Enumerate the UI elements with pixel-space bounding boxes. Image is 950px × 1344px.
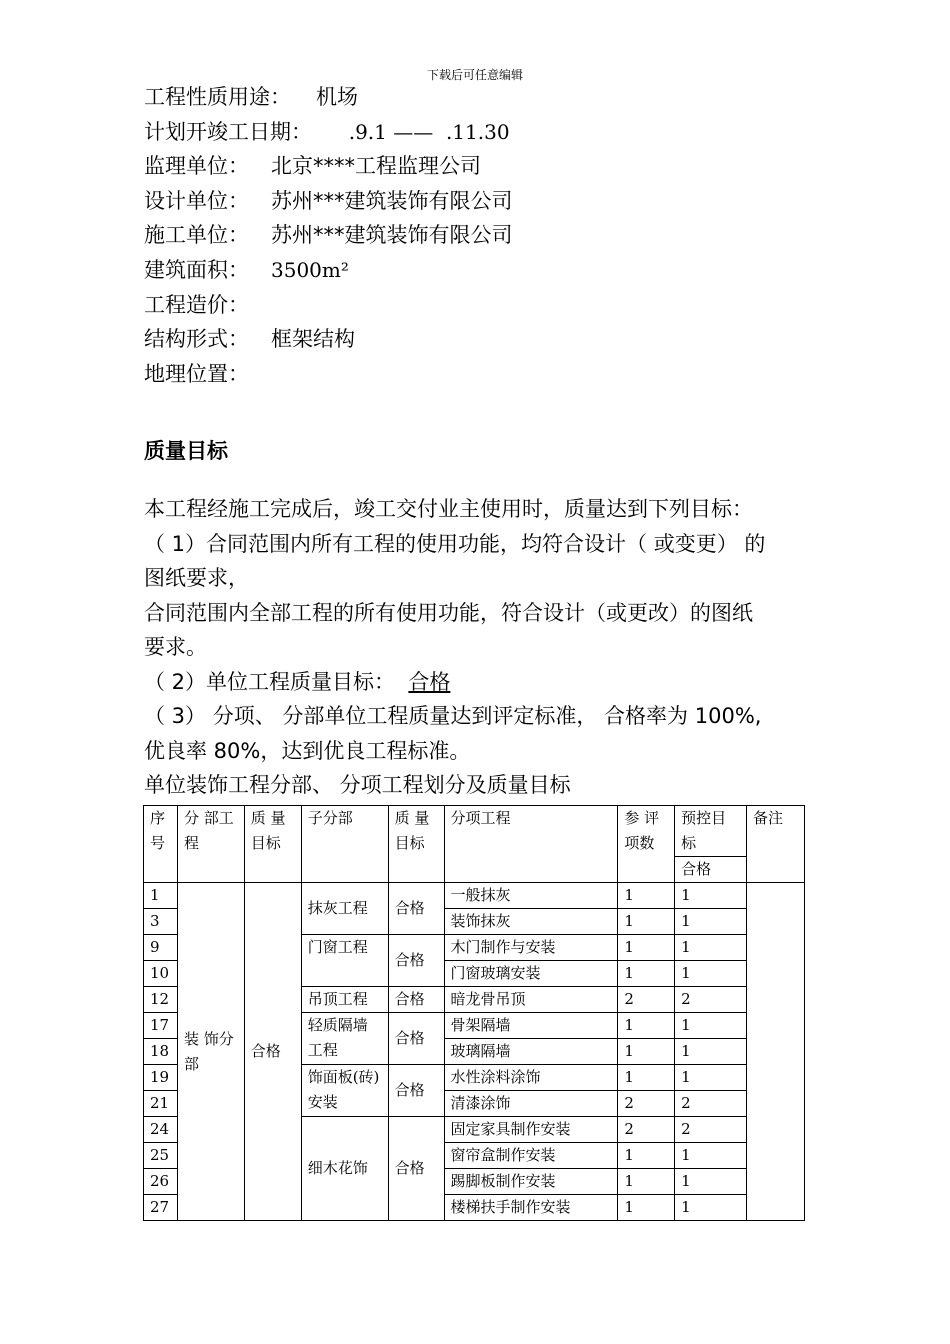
- item2-prefix: （ 2）单位工程质量目标：: [144, 669, 409, 694]
- paragraph-item1-cont: 图纸要求，: [144, 566, 249, 590]
- info-row-dates: [144, 115, 513, 150]
- cell-sub-division: 细木花饰: [301, 1117, 388, 1221]
- quality-table: [143, 805, 805, 1221]
- cell-count: 1: [618, 935, 675, 961]
- cell-seq: 1: [144, 883, 178, 909]
- info-row-area: [144, 253, 513, 288]
- table-row: [144, 883, 805, 909]
- cell-seq: 21: [144, 1091, 178, 1117]
- info-value: 框架结构: [271, 327, 355, 352]
- cell-division-target: 合格: [244, 883, 301, 1221]
- header-remark: 备注: [747, 806, 805, 883]
- paragraph-intro: 本工程经施工完成后，竣工交付业主使用时，质量达到下列目标：: [144, 497, 753, 521]
- cell-seq: 12: [144, 987, 178, 1013]
- cell-sub-division: 饰面板(砖)安装: [301, 1065, 388, 1117]
- cell-seq: 10: [144, 961, 178, 987]
- cell-division: 装 饰分部: [177, 883, 244, 1221]
- info-label: 计划开竣工日期：: [144, 119, 312, 144]
- cell-item: 玻璃隔墙: [444, 1039, 618, 1065]
- cell-seq: 9: [144, 935, 178, 961]
- cell-seq: 19: [144, 1065, 178, 1091]
- info-row-supervisor: [144, 149, 513, 184]
- header-item: 分项工程: [444, 806, 618, 883]
- cell-count: 1: [618, 1195, 675, 1221]
- cell-sub-target: 合格: [388, 987, 444, 1013]
- header-pass: 合格: [675, 857, 747, 883]
- header-quality-target: 质 量目标: [244, 806, 301, 883]
- cell-count: 1: [618, 1143, 675, 1169]
- cell-pass: 1: [675, 961, 747, 987]
- info-value: .9.1 —— .11.30: [336, 119, 510, 144]
- item2-value: 合格: [408, 669, 451, 694]
- cell-count: 1: [618, 1169, 675, 1195]
- cell-sub-division: 轻质隔墙工程: [301, 1013, 388, 1065]
- info-label: 监理单位：: [144, 154, 249, 179]
- cell-pass: 2: [675, 1091, 747, 1117]
- header-quality-target-2: 质 量目标: [388, 806, 444, 883]
- info-label: 工程造价：: [144, 292, 249, 317]
- cell-seq: 25: [144, 1143, 178, 1169]
- info-label: 设计单位：: [144, 188, 249, 213]
- header-preset-target: 预控目标: [675, 806, 747, 857]
- cell-count: 2: [618, 1117, 675, 1143]
- cell-pass: 1: [675, 1065, 747, 1091]
- info-row-usage: [144, 80, 513, 115]
- info-value: 3500m²: [271, 257, 349, 282]
- cell-pass: 1: [675, 935, 747, 961]
- header-eval-count: 参 评项数: [618, 806, 675, 883]
- cell-sub-target: 合格: [388, 1013, 444, 1065]
- cell-count: 1: [618, 1039, 675, 1065]
- cell-item: 水性涂料涂饰: [444, 1065, 618, 1091]
- cell-item: 木门制作与安装: [444, 935, 618, 961]
- section-title: 质量目标: [144, 439, 228, 463]
- cell-count: 1: [618, 909, 675, 935]
- cell-item: 装饰抹灰: [444, 909, 618, 935]
- cell-seq: 18: [144, 1039, 178, 1065]
- cell-item: 一般抹灰: [444, 883, 618, 909]
- cell-seq: 24: [144, 1117, 178, 1143]
- cell-seq: 3: [144, 909, 178, 935]
- info-value: 苏州***建筑装饰有限公司: [271, 223, 513, 248]
- cell-count: 1: [618, 883, 675, 909]
- info-row-contractor: [144, 218, 513, 253]
- project-info: [144, 80, 513, 391]
- header-seq: 序号: [144, 806, 178, 883]
- cell-pass: 1: [675, 883, 747, 909]
- paragraph-item2: [144, 665, 812, 700]
- header-note: 下载后可任意编辑: [426, 68, 523, 82]
- info-row-structure: [144, 322, 513, 357]
- info-row-location: [144, 357, 513, 392]
- cell-pass: 1: [675, 1013, 747, 1039]
- table-title: 单位装饰工程分部、 分项工程划分及质量目标: [144, 773, 571, 797]
- cell-pass: 1: [675, 1169, 747, 1195]
- info-label: 地理位置：: [144, 361, 249, 386]
- cell-item: 踢脚板制作安装: [444, 1169, 618, 1195]
- cell-sub-division: 抹灰工程: [301, 883, 388, 935]
- cell-seq: 17: [144, 1013, 178, 1039]
- cell-count: 2: [618, 987, 675, 1013]
- cell-sub-target: 合格: [388, 935, 444, 987]
- info-row-cost: [144, 288, 513, 323]
- cell-sub-target: 合格: [388, 1117, 444, 1221]
- cell-item: 楼梯扶手制作安装: [444, 1195, 618, 1221]
- cell-item: 清漆涂饰: [444, 1091, 618, 1117]
- cell-item: 门窗玻璃安装: [444, 961, 618, 987]
- info-row-designer: [144, 184, 513, 219]
- table-header-row: [144, 806, 805, 857]
- cell-item: 暗龙骨吊顶: [444, 987, 618, 1013]
- cell-count: 2: [618, 1091, 675, 1117]
- cell-item: 固定家具制作安装: [444, 1117, 618, 1143]
- cell-sub-target: 合格: [388, 883, 444, 935]
- cell-pass: 1: [675, 1039, 747, 1065]
- cell-count: 1: [618, 1065, 675, 1091]
- cell-count: 1: [618, 961, 675, 987]
- paragraph-item1: （ 1）合同范围内所有工程的使用功能，均符合设计（ 或变更） 的: [144, 531, 766, 556]
- info-label: 结构形式：: [144, 327, 249, 352]
- cell-pass: 1: [675, 1195, 747, 1221]
- header-sub-division: 子分部: [301, 806, 388, 883]
- info-value: 北京****工程监理公司: [271, 154, 481, 179]
- quality-target-text: [144, 492, 812, 803]
- cell-seq: 26: [144, 1169, 178, 1195]
- info-value: 机场: [316, 85, 358, 109]
- header-division: 分 部工程: [177, 806, 244, 883]
- cell-pass: 1: [675, 1143, 747, 1169]
- cell-sub-division: 门窗工程: [301, 935, 388, 987]
- paragraph-item3: （ 3） 分项、 分部单位工程质量达到评定标准， 合格率为 100%,: [144, 704, 762, 728]
- cell-item: 骨架隔墙: [444, 1013, 618, 1039]
- paragraph-item1b: 合同范围内全部工程的所有使用功能，符合设计（或更改）的图纸: [144, 600, 753, 625]
- cell-item: 窗帘盒制作安装: [444, 1143, 618, 1169]
- cell-sub-target: 合格: [388, 1065, 444, 1117]
- cell-sub-division: 吊顶工程: [301, 987, 388, 1013]
- info-label: 建筑面积：: [144, 257, 249, 282]
- paragraph-item1b-cont: 要求。: [144, 635, 207, 659]
- cell-pass: 1: [675, 909, 747, 935]
- cell-remark: [747, 883, 805, 1221]
- cell-pass: 2: [675, 1117, 747, 1143]
- paragraph-item3-cont: 优良率 80%，达到优良工程标准。: [144, 738, 471, 763]
- info-label: 工程性质用途：: [144, 85, 291, 109]
- info-value: 苏州***建筑装饰有限公司: [271, 188, 513, 213]
- cell-pass: 2: [675, 987, 747, 1013]
- info-label: 施工单位：: [144, 223, 249, 248]
- cell-seq: 27: [144, 1195, 178, 1221]
- cell-count: 1: [618, 1013, 675, 1039]
